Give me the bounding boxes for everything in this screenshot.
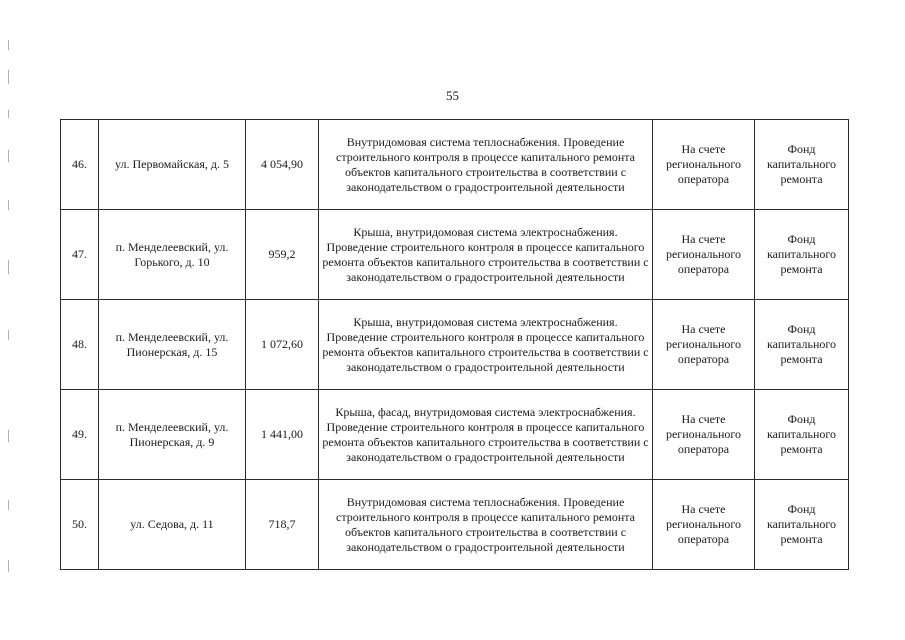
source-cell: Фонд капитального ремонта — [755, 210, 849, 300]
method-cell: На счете регионального оператора — [653, 300, 755, 390]
area-cell: 718,7 — [246, 480, 319, 570]
method-cell: На счете регионального оператора — [653, 480, 755, 570]
row-number: 47. — [61, 210, 99, 300]
row-number: 46. — [61, 120, 99, 210]
area-cell: 959,2 — [246, 210, 319, 300]
works-cell: Крыша, внутридомовая система электроснабжения. Проведение строительного контроля в процессе капитального ремонта объектов капитального строительства в соответствии с законодательством о градостроительной деятельности — [319, 210, 653, 300]
works-cell: Внутридомовая система теплоснабжения. Проведение строительного контроля в процессе капитального ремонта объектов капитального строительства в соответствии с законодательством о градостроительной деятельности — [319, 120, 653, 210]
works-cell: Внутридомовая система теплоснабжения. Проведение строительного контроля в процессе капитального ремонта объектов капитального строительства в соответствии с законодательством о градостроительной деятельности — [319, 480, 653, 570]
address-cell: п. Менделеевский, ул. Горького, д. 10 — [99, 210, 246, 300]
area-cell: 1 072,60 — [246, 300, 319, 390]
method-cell: На счете регионального оператора — [653, 390, 755, 480]
area-cell: 4 054,90 — [246, 120, 319, 210]
page-number: 55 — [446, 88, 459, 103]
works-cell: Крыша, внутридомовая система электроснабжения. Проведение строительного контроля в процессе капитального ремонта объектов капитального строительства в соответствии с законодательством о градостроительной деятельности — [319, 300, 653, 390]
table-row — [61, 480, 849, 570]
table-row — [61, 300, 849, 390]
method-cell: На счете регионального оператора — [653, 120, 755, 210]
address-cell: ул. Первомайская, д. 5 — [99, 120, 246, 210]
address-cell: ул. Седова, д. 11 — [99, 480, 246, 570]
works-cell: Крыша, фасад, внутридомовая система электроснабжения. Проведение строительного контроля в процессе капитального ремонта объектов капитального строительства в соответствии с законодательством о градостроительной деятельности — [319, 390, 653, 480]
row-number: 49. — [61, 390, 99, 480]
method-cell: На счете регионального оператора — [653, 210, 755, 300]
table-row — [61, 120, 849, 210]
source-cell: Фонд капитального ремонта — [755, 300, 849, 390]
area-cell: 1 441,00 — [246, 390, 319, 480]
source-cell: Фонд капитального ремонта — [755, 120, 849, 210]
row-number: 50. — [61, 480, 99, 570]
table-row — [61, 210, 849, 300]
address-cell: п. Менделеевский, ул. Пионерская, д. 9 — [99, 390, 246, 480]
address-cell: п. Менделеевский, ул. Пионерская, д. 15 — [99, 300, 246, 390]
source-cell: Фонд капитального ремонта — [755, 480, 849, 570]
repair-works-table — [60, 119, 849, 570]
source-cell: Фонд капитального ремонта — [755, 390, 849, 480]
table-row — [61, 390, 849, 480]
row-number: 48. — [61, 300, 99, 390]
